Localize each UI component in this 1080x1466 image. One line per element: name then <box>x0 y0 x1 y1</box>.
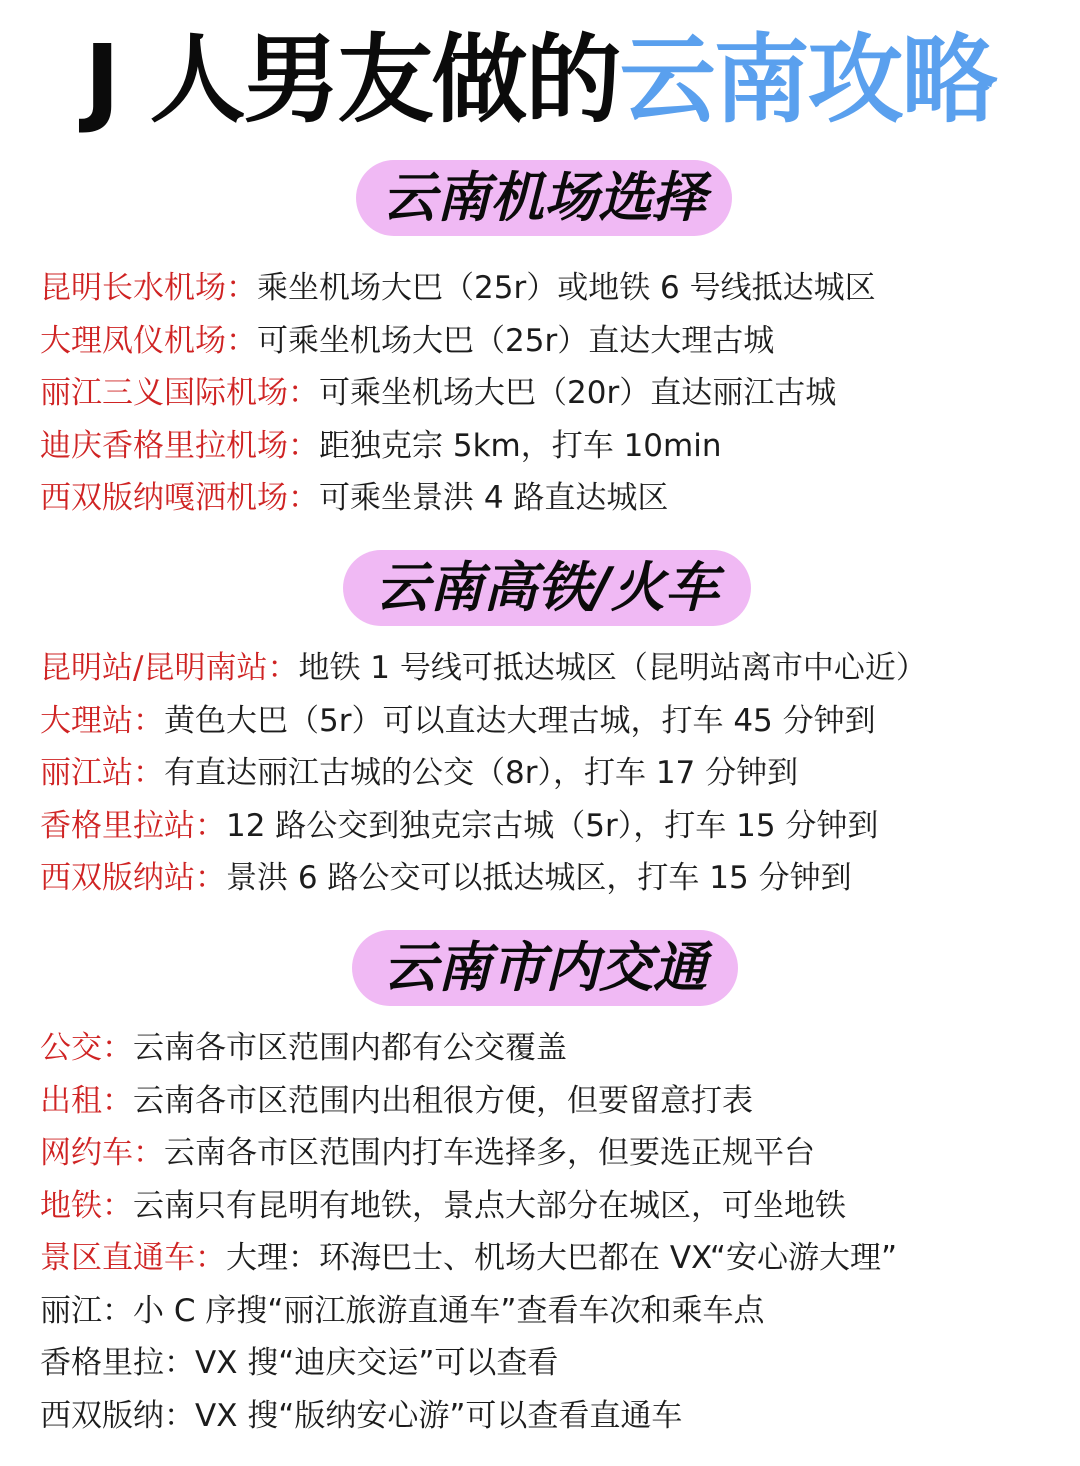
item-key: 香格里拉站： <box>40 807 226 844</box>
item-key: 昆明长水机场： <box>40 270 257 306</box>
list-item <box>40 695 1060 748</box>
list-item <box>40 800 1060 853</box>
item-value: 丽江：小 C 序搜“丽江旅游直通车”查看车次和乘车点 <box>40 1292 765 1329</box>
item-value: 可乘坐机场大巴（25r）直达大理古城 <box>257 322 775 359</box>
item-key: 西双版纳嘎洒机场： <box>40 480 319 516</box>
item-value: 12 路公交到独克宗古城（5r），打车 15 分钟到 <box>226 807 879 844</box>
title-part-blue: 云南攻略 <box>619 24 996 136</box>
list-item <box>40 1390 1060 1443</box>
item-value: 乘坐机场大巴（25r）或地铁 6 号线抵达城区 <box>257 270 876 306</box>
list-item <box>40 1285 1060 1338</box>
item-key: 西双版纳站： <box>40 860 226 896</box>
item-key: 网约车： <box>40 1135 164 1171</box>
list-item <box>40 1022 1060 1075</box>
list-item <box>40 367 1060 420</box>
section-heading-city-transport: 云南市内交通 <box>352 930 738 1006</box>
title-part-black: J 人男友做的 <box>84 24 620 136</box>
item-value: 香格里拉：VX 搜“迪庆交运”可以查看 <box>40 1345 559 1381</box>
item-key: 昆明站/昆明南站： <box>40 650 299 686</box>
item-key: 公交： <box>40 1030 133 1066</box>
list-item <box>40 472 1060 525</box>
list-item <box>40 852 1060 905</box>
item-value: 云南各市区范围内出租很方便，但要留意打表 <box>133 1082 753 1119</box>
item-value: 有直达丽江古城的公交（8r），打车 17 分钟到 <box>164 755 799 791</box>
item-value: 距独克宗 5km，打车 10min <box>319 427 722 464</box>
item-value: 云南各市区范围内都有公交覆盖 <box>133 1030 567 1066</box>
list-item <box>40 642 1060 695</box>
page-title <box>0 20 1080 140</box>
rail-list <box>40 642 1060 905</box>
airport-list <box>40 262 1060 525</box>
item-value: 西双版纳：VX 搜“版纳安心游”可以查看直通车 <box>40 1397 683 1434</box>
item-key: 丽江三义国际机场： <box>40 375 319 411</box>
list-item <box>40 1127 1060 1180</box>
list-item <box>40 1180 1060 1233</box>
item-key: 大理凤仪机场： <box>40 322 257 359</box>
item-value: 可乘坐机场大巴（20r）直达丽江古城 <box>319 375 837 411</box>
item-key: 大理站： <box>40 702 164 739</box>
item-key: 迪庆香格里拉机场： <box>40 427 319 464</box>
section-heading-airports: 云南机场选择 <box>356 160 732 236</box>
item-key: 景区直通车： <box>40 1240 226 1276</box>
item-key: 出租： <box>40 1082 133 1119</box>
list-item <box>40 262 1060 315</box>
list-item <box>40 315 1060 368</box>
list-item <box>40 420 1060 473</box>
item-value: 地铁 1 号线可抵达城区（昆明站离市中心近） <box>298 650 927 686</box>
list-item <box>40 1075 1060 1128</box>
list-item <box>40 1337 1060 1390</box>
list-item <box>40 1232 1060 1285</box>
item-value: 景洪 6 路公交可以抵达城区，打车 15 分钟到 <box>226 860 852 896</box>
item-value: 大理：环海巴士、机场大巴都在 VX“安心游大理” <box>226 1240 898 1276</box>
item-value: 云南各市区范围内打车选择多，但要选正规平台 <box>164 1135 815 1171</box>
city-transport-list <box>40 1022 1060 1442</box>
item-key: 丽江站： <box>40 755 164 791</box>
item-value: 黄色大巴（5r）可以直达大理古城，打车 45 分钟到 <box>164 702 876 739</box>
item-key: 地铁： <box>40 1187 133 1224</box>
section-heading-rail: 云南高铁/火车 <box>343 550 751 626</box>
list-item <box>40 747 1060 800</box>
item-value: 可乘坐景洪 4 路直达城区 <box>319 480 669 516</box>
item-value: 云南只有昆明有地铁，景点大部分在城区，可坐地铁 <box>133 1187 846 1224</box>
